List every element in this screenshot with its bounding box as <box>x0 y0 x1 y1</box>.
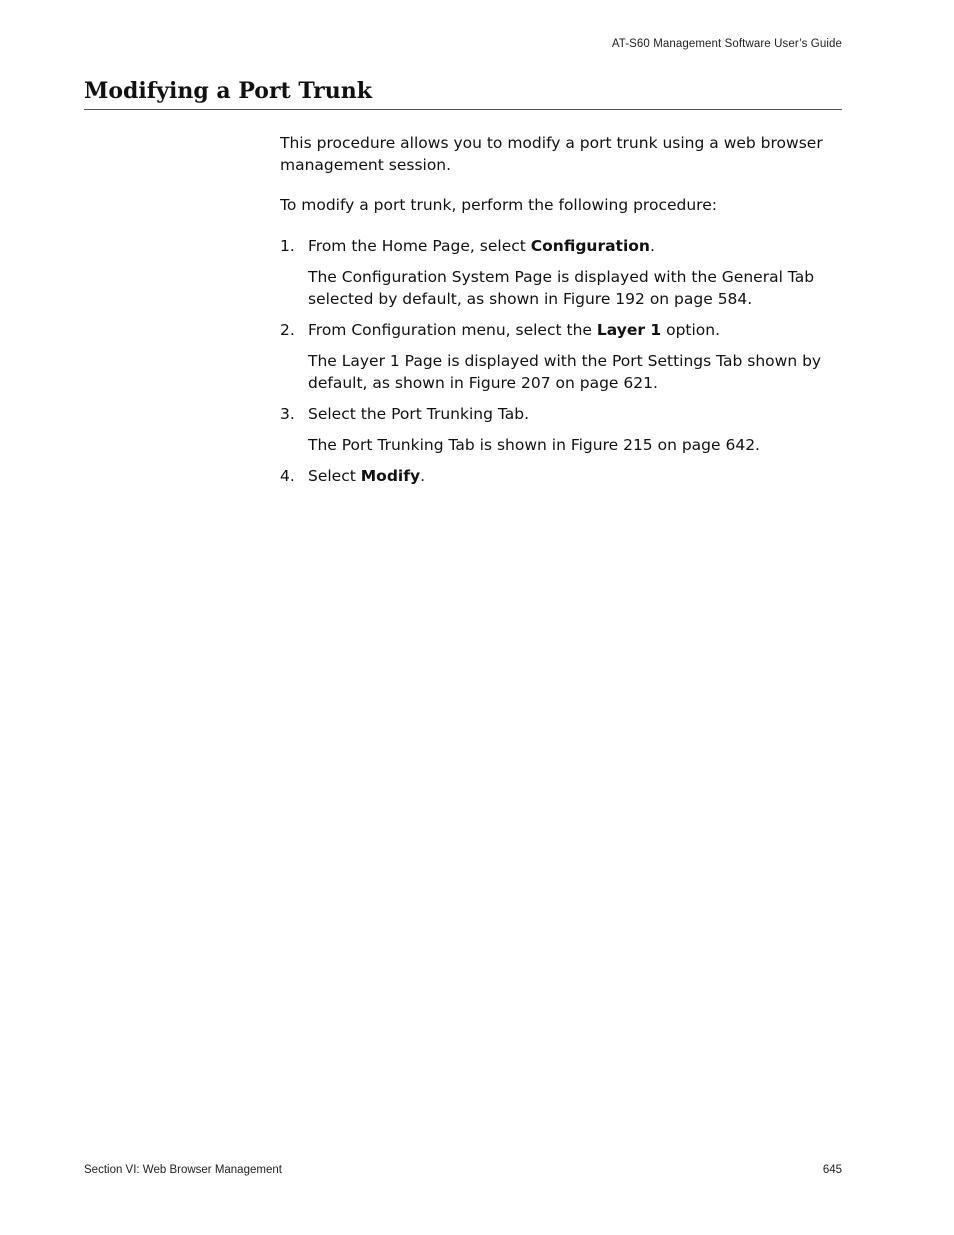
step-instruction <box>308 235 842 257</box>
body-content <box>280 132 842 496</box>
step-2 <box>280 319 842 394</box>
step-text-bold: Layer 1 <box>596 321 662 339</box>
step-text-before: From Configuration menu, select the <box>308 321 597 339</box>
step-instruction <box>308 465 842 487</box>
step-instruction <box>308 319 842 341</box>
step-result: The Layer 1 Page is displayed with the Port Settings Tab shown by default, as shown in Figure 207 on page 621. <box>308 352 822 392</box>
step-instruction: Select the Port Trunking Tab. <box>308 405 530 423</box>
step-text-after: . <box>649 237 655 255</box>
step-text-bold: Modify <box>360 467 421 485</box>
title-rule <box>84 109 842 110</box>
footer-page-number: 645 <box>822 1164 842 1176</box>
step-number: 2. <box>280 321 295 339</box>
step-number: 3. <box>280 405 295 423</box>
step-text-after: . <box>420 467 426 485</box>
footer-section-label: Section VI: Web Browser Management <box>84 1164 282 1176</box>
step-text-before: Select <box>308 467 361 485</box>
lead-paragraph: To modify a port trunk, perform the following procedure: <box>280 196 717 214</box>
procedure-steps <box>280 235 842 487</box>
section-title: Modifying a Port Trunk <box>84 78 372 104</box>
step-1 <box>280 235 842 310</box>
step-number: 1. <box>280 237 295 255</box>
running-header: AT-S60 Management Software User’s Guide <box>611 38 842 50</box>
step-text-before: From the Home Page, select <box>308 237 531 255</box>
step-text-after: option. <box>661 321 721 339</box>
step-3 <box>280 403 842 456</box>
step-result: The Configuration System Page is displayed with the General Tab selected by default, as shown in Figure 192 on page 584. <box>308 268 815 308</box>
step-number: 4. <box>280 467 295 485</box>
step-text-bold: Configuration <box>530 237 650 255</box>
intro-paragraph: This procedure allows you to modify a port trunk using a web browser management session. <box>280 134 823 174</box>
step-4 <box>280 465 842 487</box>
step-result: The Port Trunking Tab is shown in Figure 215 on page 642. <box>308 436 760 454</box>
